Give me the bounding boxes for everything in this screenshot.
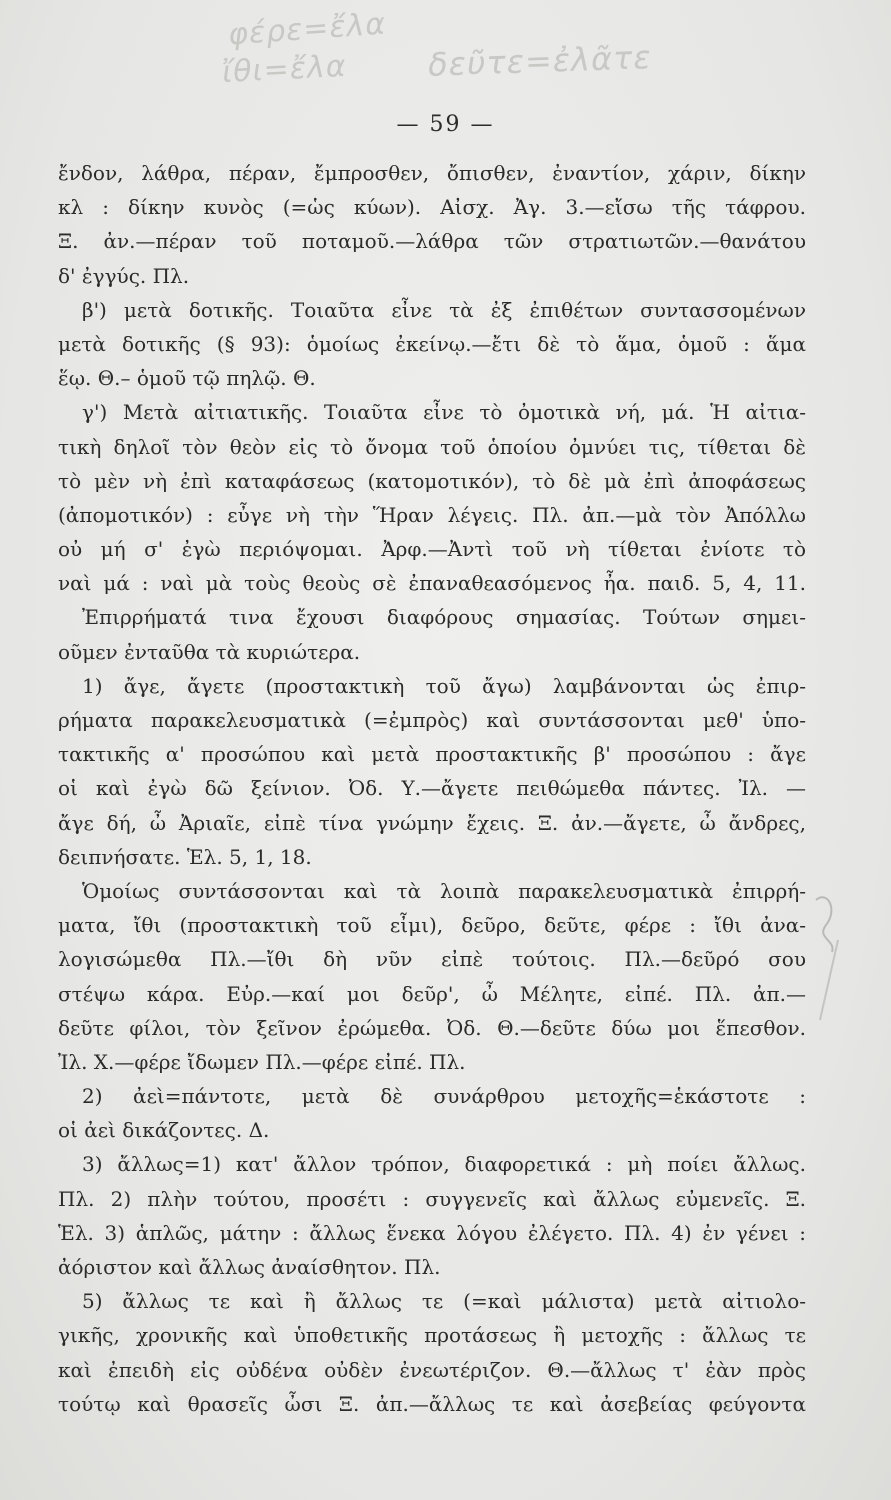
text-line: ἄγε δή, ὦ Ἀριαῖε, εἰπὲ τίνα γνώμην ἔχεις. Ξ. ἀν.—ἄγετε, ὦ ἄνδρες, (58, 810, 806, 835)
handwritten-note-3: δεῦτε=ἐλᾶτε (427, 38, 653, 84)
text-line: Ἰλ. Χ.—φέρε ἴδωμεν Πλ.—φέρε εἰπέ. Πλ. (58, 1049, 466, 1074)
text-line: ἔνδον, λάθρα, πέραν, ἔμπροσθεν, ὄπισθεν, ἐναντίον, χάριν, δίκην (58, 161, 806, 185)
text-line: Πλ. 2) πλὴν τούτου, προσέτι : συγγενεῖς καὶ ἄλλως εὐμενεῖς. Ξ. (58, 1186, 806, 1211)
text-line: τούτῳ καὶ θρασεῖς ὦσι Ξ. ἀπ.—ἄλλως τε καὶ ἀσεβείας φεύγοντα (58, 1391, 806, 1416)
body-text (58, 156, 806, 1421)
text-line: Ἑλ. 3) ἁπλῶς, μάτην : ἄλλως ἕνεκα λόγου ἐλέγετο. Πλ. 4) ἐν γένει : (58, 1220, 806, 1245)
text-line: μετὰ δοτικῆς (§ 93): ὁμοίως ἐκείνῳ.—ἔτι δὲ τὸ ἅμα, ὁμοῦ : ἅμα (58, 331, 806, 356)
text-line: (ἀπομοτικόν) : εὖγε νὴ τὴν Ἥραν λέγεις. Πλ. ἀπ.—μὰ τὸν Ἀπόλλω (58, 502, 806, 527)
text-line: Ξ. ἀν.—πέραν τοῦ ποταμοῦ.—λάθρα τῶν στρατιωτῶν.—θανάτου (58, 229, 806, 254)
text-line: δειπνήσατε. Ἑλ. 5, 1, 18. (58, 844, 312, 869)
text-line: ἀόριστον καὶ ἄλλως ἀναίσθητον. Πλ. (58, 1255, 441, 1279)
text-line: γικῆς, χρονικῆς καὶ ὑποθετικῆς προτάσεως ἢ μετοχῆς : ἄλλως τε (58, 1323, 806, 1348)
text-line: ρήματα παρακελευσματικὰ (=ἐμπρὸς) καὶ συντάσσονται μεθ' ὑπο- (58, 708, 806, 732)
text-line: κλ : δίκην κυνὸς (=ὡς κύων). Αἰσχ. Ἀγ. 3.—εἴσω τῆς τάφρου. (58, 195, 806, 220)
text-line: γ') Μετὰ αἰτιατικῆς. Τοιαῦτα εἶνε τὸ ὀμοτικὰ νή, μά. Ἡ αἰτια- (82, 400, 806, 425)
text-line: ματα, ἴθι (προστακτικὴ τοῦ εἶμι), δεῦρο, δεῦτε, φέρε : ἴθι ἀνα- (58, 913, 806, 938)
text-line: δεῦτε φίλοι, τὸν ξεῖνον ἐρώμεθα. Ὀδ. Θ.—δεῦτε δύω μοι ἕπεσθον. (58, 1015, 806, 1040)
text-line: τὸ μὲν νὴ ἐπὶ καταφάσεως (κατομοτικόν), τὸ δὲ μὰ ἐπὶ ἀποφάσεως (58, 468, 806, 493)
text-line: οἱ ἀεὶ δικάζοντες. Δ. (58, 1118, 270, 1143)
text-line: καὶ ἐπειδὴ εἰς οὐδένα οὐδὲν ἐνεωτέριζον. Θ.—ἄλλως τ' ἐὰν πρὸς (58, 1357, 806, 1382)
text-line: λογισώμεθα Πλ.—ἴθι δὴ νῦν εἰπὲ τούτοις. Πλ.—δεῦρό σου (58, 947, 806, 972)
text-line: β') μετὰ δοτικῆς. Τοιαῦτα εἶνε τὰ ἐξ ἐπιθέτων συντασσομένων (82, 297, 806, 322)
text-line: τακτικῆς α' προσώπου καὶ μετὰ προστακτικῆς β' προσώπου : ἄγε (58, 742, 806, 767)
text-line: δ' ἐγγύς. Πλ. (58, 263, 190, 288)
handwritten-note-2: ἴθι=ἔλα (221, 48, 348, 91)
text-line: στέψω κάρα. Εὐρ.—καί μοι δεῦρ', ὦ Μέλητε, εἰπέ. Πλ. ἀπ.— (58, 981, 806, 1006)
text-line: οὐ μή σ' ἐγὼ περιόψομαι. Ἀρφ.—Ἀντὶ τοῦ νὴ τίθεται ἐνίοτε τὸ (58, 537, 806, 562)
margin-pencil-mark (808, 880, 848, 1030)
text-line: οῦμεν ἐνταῦθα τὰ κυριώτερα. (58, 639, 361, 664)
text-line: οἱ καὶ ἐγὼ δῶ ξείνιον. Ὀδ. Υ.—ἄγετε πειθώμεθα πάντες. Ἰλ. — (58, 776, 806, 801)
text-line: ἕῳ. Θ.– ὁμοῦ τῷ πηλῷ. Θ. (58, 366, 316, 391)
text-line: Ἐπιρρήματά τινα ἔχουσι διαφόρους σημασίας. Τούτων σημει- (82, 605, 806, 630)
text-line: ναὶ μά : ναὶ μὰ τοὺς θεοὺς σὲ ἐπαναθεασόμενος ἦα. παιδ. 5, 4, 11. (58, 571, 806, 596)
text-line: 5) ἄλλως τε καὶ ἢ ἄλλως τε (=καὶ μάλιστα) μετὰ αἰτιολο- (82, 1289, 806, 1314)
handwritten-note-1: φέρε=ἔλα (226, 6, 388, 53)
text-line: 1) ἄγε, ἄγετε (προστακτικὴ τοῦ ἄγω) λαμβάνονται ὡς ἐπιρ- (82, 673, 806, 698)
text-line: Ὁμοίως συντάσσονται καὶ τὰ λοιπὰ παρακελευσματικὰ ἐπιρρή- (82, 878, 806, 903)
text-line: τικὴ δηλοῖ τὸν θεὸν εἰς τὸ ὄνομα τοῦ ὁποίου ὀμνύει τις, τίθεται δὲ (58, 434, 806, 459)
text-line: 3) ἄλλως=1) κατ' ἄλλον τρόπον, διαφορετικά : μὴ ποίει ἄλλως. (82, 1152, 806, 1177)
page-number: — 59 — (396, 112, 495, 137)
text-line: 2) ἀεὶ=πάντοτε, μετὰ δὲ συνάρθρου μετοχῆς=ἑκάστοτε : (82, 1084, 806, 1109)
